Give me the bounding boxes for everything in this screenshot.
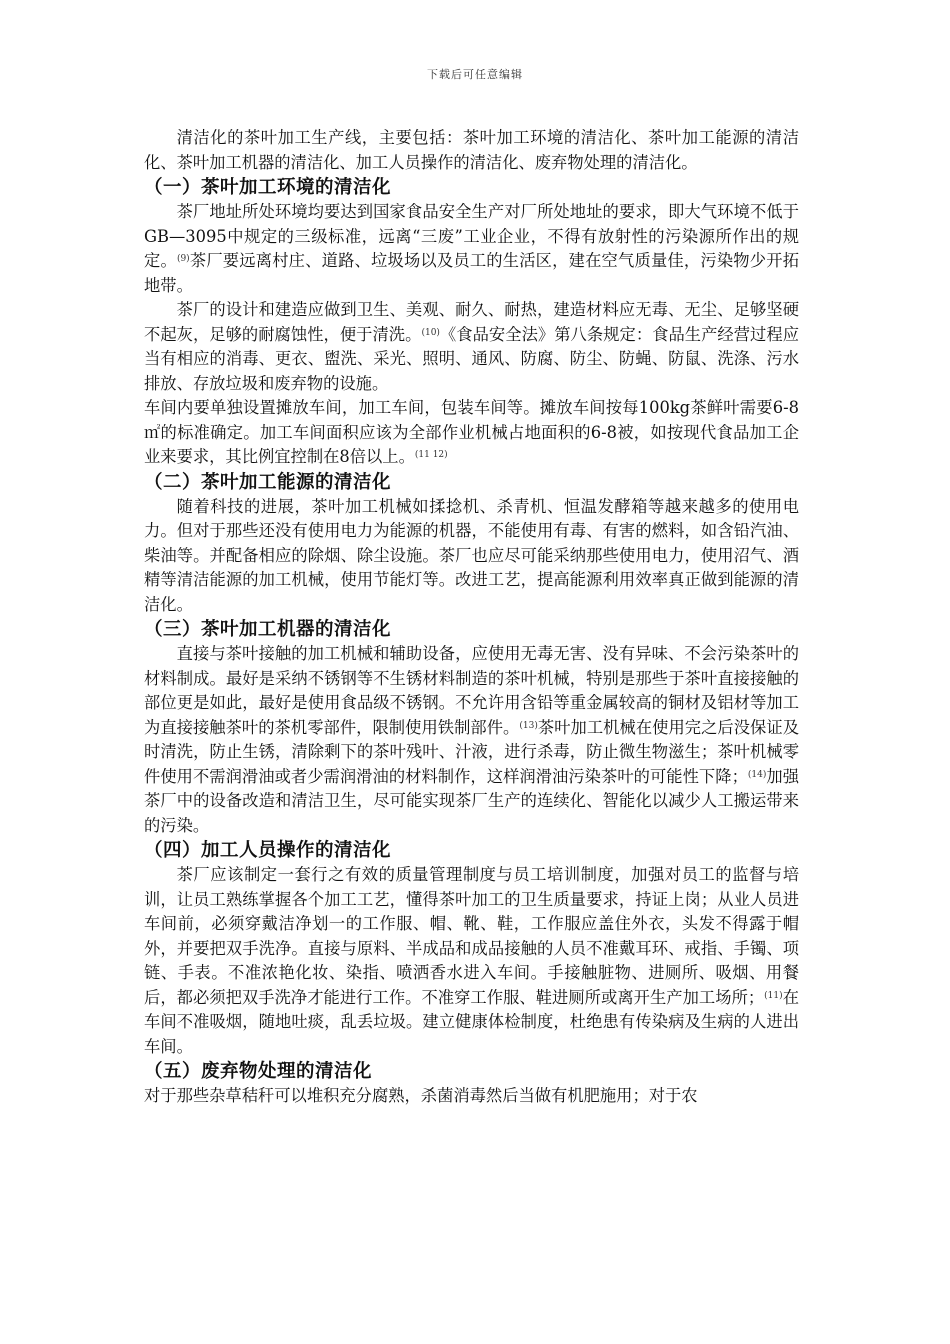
text: 茶厂地址所处环境均要达到国家食品安全生产对厂所处地址的要求，即大气环境不低于GB—3095中规定的三级标准，远离“三废”工业企业，不得有放射性的污染源所作出的规定。 [144, 202, 799, 270]
paragraph-machinery [144, 642, 799, 838]
text: 《食品安全法》第八条规定：食品生产经营过程应当有相应的消毒、更衣、盥洗、采光、照明、通风、防腐、防尘、防蝇、防鼠、洗涤、污水排放、存放垃圾和废弃物的设施。 [144, 324, 799, 393]
section-heading-2: （二）茶叶加工能源的清洁化 [144, 471, 392, 493]
text: 加强茶厂中的设备改造和清洁卫生，尽可能实现茶厂生产的连续化、智能化以减少人工搬运带来的污染。 [144, 766, 799, 835]
paragraph-energy: 随着科技的进展，茶叶加工机械如揉捻机、杀青机、恒温发酵箱等越来越多的使用电力。但对于那些还没有使用电力为能源的机器，不能使用有毒、有害的燃料，如含铅汽油、柴油等。并配备相应的除烟、除尘设施。茶厂也应尽可能采纳那些使用电力，使用沼气、酒精等清洁能源的加工机械，使用节能灯等。改进工艺，提高能源利用效率真正做到能源的清洁化。 [144, 496, 799, 614]
intro-paragraph: 清洁化的茶叶加工生产线，主要包括：茶叶加工环境的清洁化、茶叶加工能源的清洁化、茶叶加工机器的清洁化、加工人员操作的清洁化、废弃物处理的清洁化。 [144, 128, 799, 172]
section-heading-4: （四）加工人员操作的清洁化 [144, 840, 392, 861]
citation: (10) [421, 327, 440, 338]
text: 茶厂的设计和建造应做到卫生、美观、耐久、耐热，建造材料应无毒、无尘、足够坚硬不起灰，足够的耐腐蚀性，便于清洗。 [144, 300, 799, 344]
section-heading-5: （五）废弃物处理的清洁化 [144, 1061, 373, 1082]
citation: (11) [764, 990, 783, 1001]
citation: (14) [747, 769, 767, 780]
section-heading-1: （一）茶叶加工环境的清洁化 [144, 177, 392, 198]
text: 在车间不准吸烟，随地吐痰，乱丢垃圾。建立健康体检制度，杜绝患有传染病及生病的人进出车间。 [144, 987, 799, 1056]
citation: (9) [176, 254, 190, 264]
citation: (13) [519, 720, 538, 731]
text: 茶叶加工机械在使用完之后没保证及时清洗，防止生锈，清除剩下的茶叶残叶、汁液，进行杀毒，防止微生物滋生；茶叶机械零件使用不需润滑油或者少需润滑油的材料制作，这样润滑油污染茶叶的可能性下降； [144, 717, 799, 786]
text: 茶厂要远离村庄、道路、垃圾场以及员工的生活区，建在空气质量佳，污染物少开拓地带。 [144, 251, 799, 295]
paragraph-environment-2 [144, 298, 799, 396]
text: 直接与茶叶接触的加工机械和辅助设备，应使用无毒无害、没有异味、不会污染茶叶的材料制成。最好是采纳不锈钢等不生锈材料制造的茶叶机械，特别是那些于茶叶直接接触的部位更是如此，最好是使用食品级不锈钢。不允许用含铅等重金属较高的铜材及铝材等加工为直接接触茶叶的茶机零部件，限制使用铁制部件。 [144, 644, 799, 737]
paragraph-personnel [144, 863, 799, 1059]
paragraph-environment-1 [144, 200, 799, 298]
text: 茶厂应该制定一套行之有效的质量管理制度与员工培训制度，加强对员工的监督与培训，让员工熟练掌握各个加工工艺，懂得茶叶加工的卫生质量要求，持证上岗；从业人员进车间前，必须穿戴洁净划一的工作服、帽、靴、鞋，工作服应盖住外衣，头发不得露于帽外，并要把双手洗净。直接与原料、半成品和成品接触的人员不准戴耳环、戒指、手镯、项链、手表。不准浓艳化妆、染指、喷洒香水进入车间。手接触脏物、进厕所、吸烟、用餐后，都必须把双手洗净才能进行工作。不准穿工作服、鞋进厕所或离开生产加工场所； [144, 865, 799, 1007]
paragraph-waste: 对于那些杂草秸秆可以堆积充分腐熟，杀菌消毒然后当做有机肥施用；对于农 [144, 1086, 698, 1105]
paragraph-environment-3 [144, 396, 799, 470]
text: 车间内要单独设置摊放车间，加工车间，包装车间等。摊放车间按每100kg茶鲜叶需要6-8㎡的标准确定。加工车间面积应该为全部作业机械占地面积的6-8被，如按现代食品加工企业来要求，其比例宜控制在8倍以上。 [144, 398, 799, 466]
page-header: 下载后可任意编辑 [427, 68, 523, 81]
document-body [144, 126, 799, 1109]
citation: (11 12) [414, 450, 448, 460]
section-heading-3: （三）茶叶加工机器的清洁化 [144, 619, 392, 640]
